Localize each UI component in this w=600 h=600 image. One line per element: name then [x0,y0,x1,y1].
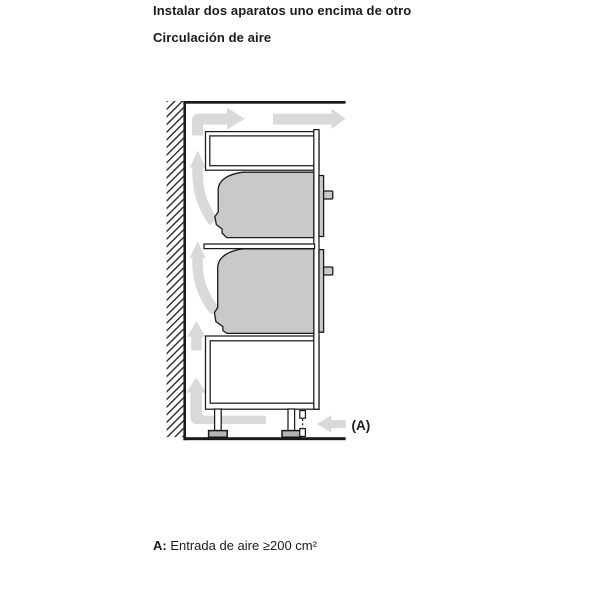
top-boundary-line [183,101,345,104]
wall-line [183,101,186,440]
top-compartment [206,132,320,171]
airflow-right-arrow-icon [273,109,346,129]
cabinet-foot-right-stem [288,409,295,431]
legend-caption [153,538,317,553]
upper-oven-front-trim [319,176,324,237]
intermediate-shelf [204,244,315,249]
floor-line [183,437,345,440]
base-cabinet [206,336,320,409]
air-inlet-arrow-icon [317,415,346,433]
legend-definition: Entrada de aire ≥200 cm² [170,538,317,553]
air-inlet-label: (A) [351,417,371,433]
upper-oven [215,172,314,237]
cabinet-foot-right-base [282,431,301,438]
upper-oven-handle [324,191,333,199]
air-inlet-slot-bottom [300,429,306,437]
lower-oven [214,249,313,334]
airflow-up-arrow-mid-icon [187,321,205,350]
air-inlet-slot-top [300,411,306,419]
cabinet-foot-left-base [209,431,228,438]
cabinet-foot-left-stem [215,409,222,431]
air-inlet-slots [300,410,306,437]
page-title: Instalar dos aparatos uno encima de otro [153,3,412,18]
legend-term: A: [153,538,167,553]
section-subtitle: Circulación de aire [153,30,272,45]
lower-oven-handle [324,267,333,275]
lower-oven-front-trim [319,250,324,333]
wall-hatching [167,101,184,437]
airflow-curved-arrow-lower-icon [190,241,215,311]
cabinet-side-panel [314,130,319,410]
